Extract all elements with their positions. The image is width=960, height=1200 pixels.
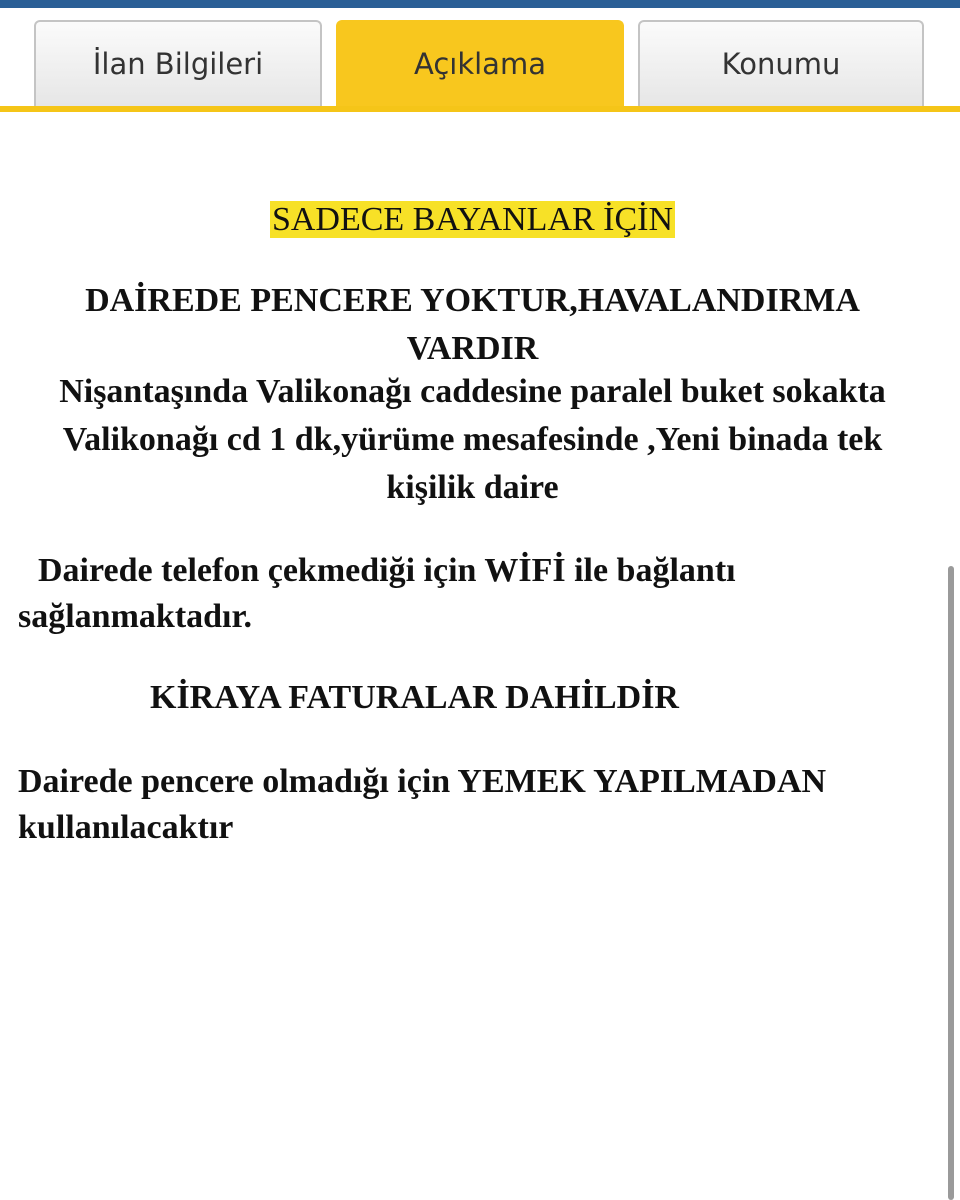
description-content (0, 104, 945, 1200)
wifi-line-1: Dairede telefon çekmediği için WİFİ ile bağlantı (38, 552, 736, 589)
no-window-line-1: DAİREDE PENCERE YOKTUR,HAVALANDIRMA (85, 282, 860, 319)
bills-included: KİRAYA FATURALAR DAHİLDİR (150, 679, 679, 716)
tab-label: İlan Bilgileri (92, 47, 264, 81)
top-strip (0, 0, 960, 8)
location-line-1: Nişantaşında Valikonağı caddesine paralel buket sokakta (59, 373, 886, 410)
wifi-line-2: sağlanmaktadır. (18, 598, 252, 635)
highlighted-text: SADECE BAYANLAR İÇİN (271, 201, 674, 238)
location-line-3: kişilik daire (386, 469, 559, 506)
tab-label: Açıklama (414, 47, 546, 81)
tab-label: Konumu (721, 47, 841, 81)
location-line-2: Valikonağı cd 1 dk,yürüme mesafesinde ,Yeni binada tek (62, 421, 883, 458)
cooking-line-2: kullanılacaktır (18, 809, 234, 846)
women-only-notice (0, 196, 945, 244)
cooking-line-1: Dairede pencere olmadığı için YEMEK YAPILMADAN (18, 763, 827, 800)
tab-ilan-bilgileri[interactable] (34, 20, 322, 106)
tab-konumu[interactable] (638, 20, 924, 106)
tab-bar (0, 8, 960, 104)
no-window-line-2: VARDIR (406, 330, 539, 367)
scrollbar[interactable] (948, 566, 954, 1200)
tab-aciklama[interactable] (336, 20, 624, 106)
